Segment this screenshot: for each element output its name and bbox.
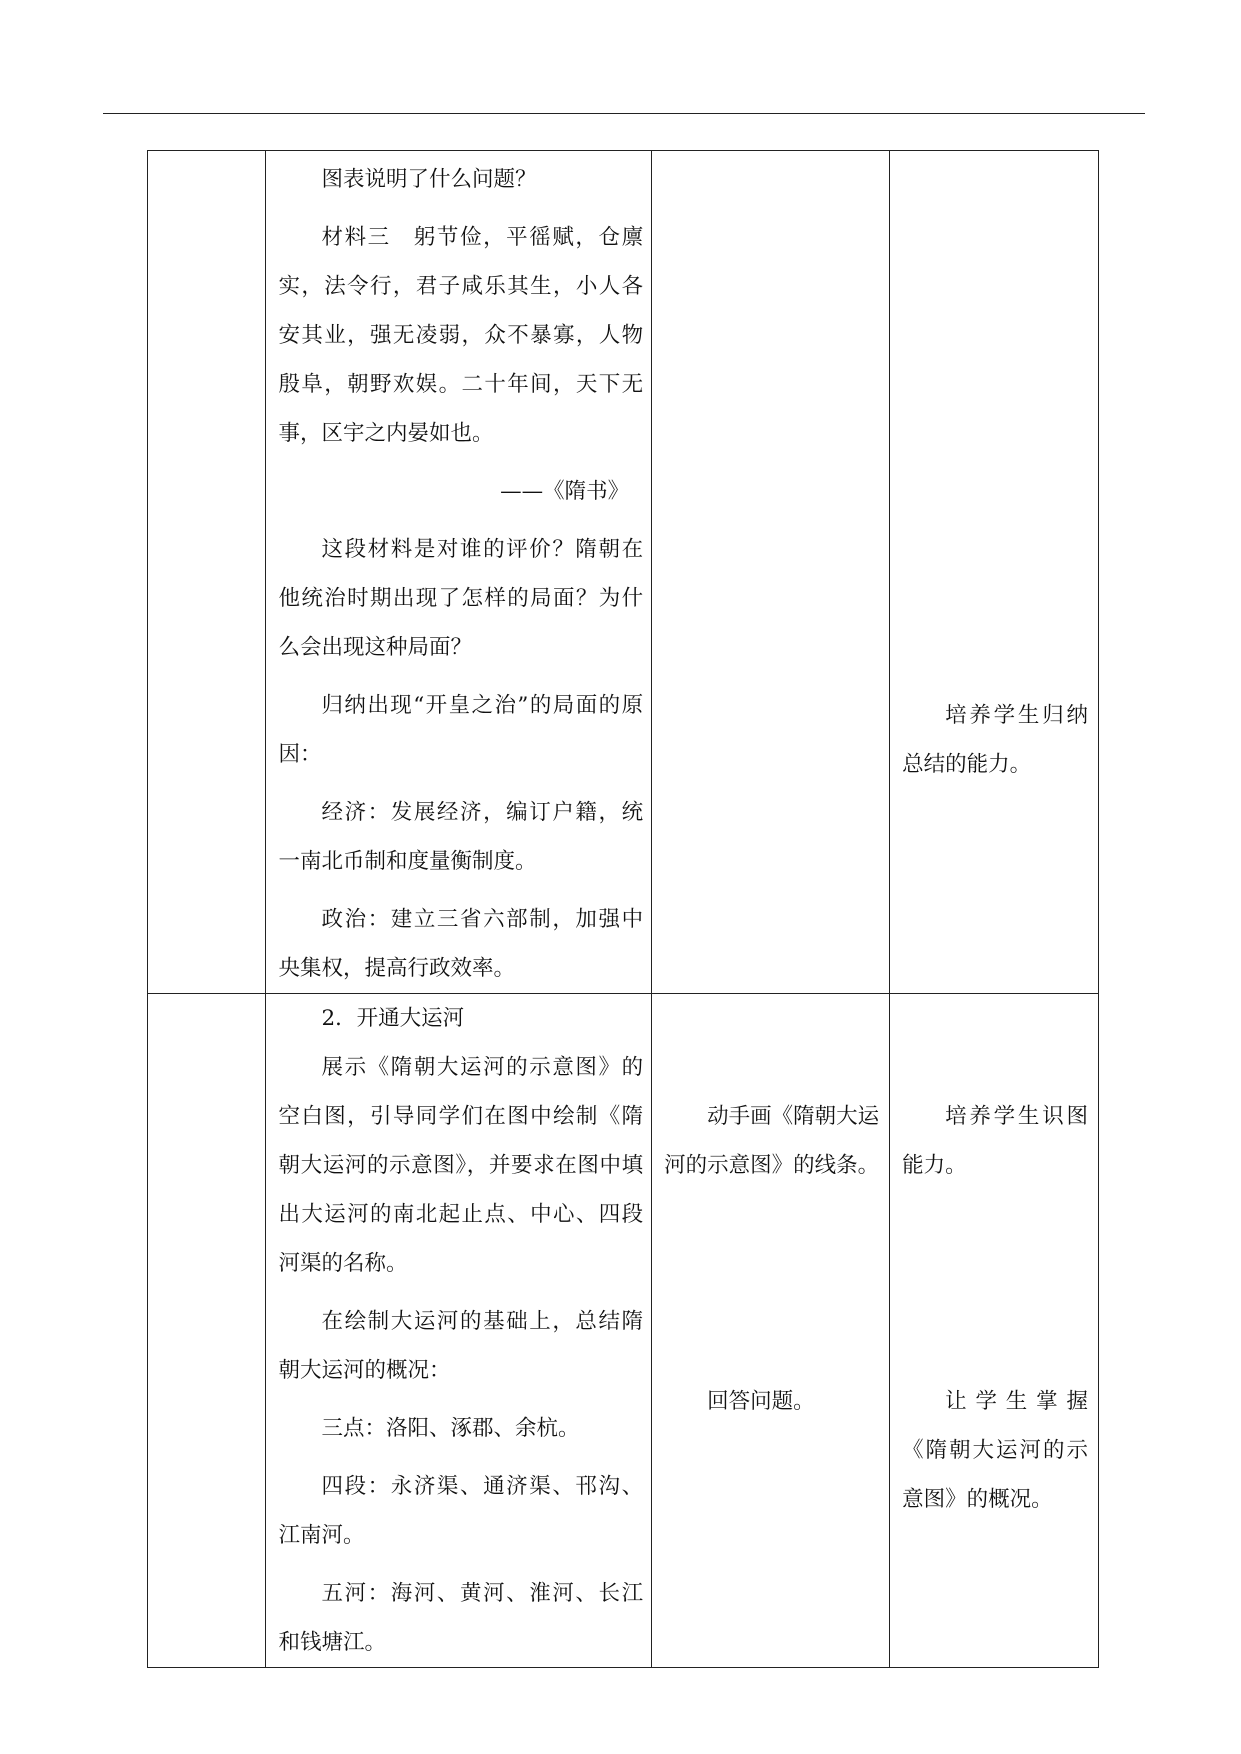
lesson-plan-table xyxy=(147,150,1099,1668)
section-heading: 2．开通大运河 xyxy=(321,1006,465,1031)
economy-point: 经济：发展经济，编订户籍，统一南北币制和度量衡制度。 xyxy=(278,800,644,874)
question-text: 图表说明了什么问题？ xyxy=(321,167,537,192)
stage-cell xyxy=(148,994,266,1668)
politics-point: 政治：建立三省六部制，加强中央集权，提高行政效率。 xyxy=(278,907,644,981)
material-three-text: 材料三 躬节俭，平徭赋，仓廪实，法令行，君子咸乐其生，小人各安其业，强无凌弱，众不暴寡，人物殷阜，朝野欢娱。二十年间，天下无事，区宇之内晏如也。 xyxy=(278,225,644,446)
student-activity-answer: 回答问题。 xyxy=(707,1389,815,1414)
four-sections: 四段：永济渠、通济渠、邗沟、江南河。 xyxy=(278,1474,644,1548)
display-instruction: 展示《隋朝大运河的示意图》的空白图，引导同学们在图中绘制《隋朝大运河的示意图》，并要求在图中填出大运河的南北起止点、中心、四段河渠的名称。 xyxy=(278,1055,644,1276)
table-row xyxy=(148,994,1099,1668)
five-rivers: 五河：海河、黄河、淮河、长江和钱塘江。 xyxy=(278,1581,644,1655)
summarize-instruction: 在绘制大运河的基础上，总结隋朝大运河的概况： xyxy=(278,1309,644,1383)
student-activity-cell xyxy=(652,151,890,994)
evaluation-question: 这段材料是对谁的评价？隋朝在他统治时期出现了怎样的局面？为什么会出现这种局面？ xyxy=(278,537,644,660)
stage-cell xyxy=(148,151,266,994)
table-row xyxy=(148,151,1099,994)
student-activity-cell xyxy=(652,994,890,1668)
design-purpose-cell xyxy=(890,994,1099,1668)
purpose-map-reading: 培养学生识图能力。 xyxy=(902,1104,1088,1178)
purpose-text: 培养学生归纳总结的能力。 xyxy=(902,703,1088,777)
header-rule xyxy=(103,113,1145,114)
teaching-content-cell xyxy=(266,151,652,994)
three-points: 三点：洛阳、涿郡、余杭。 xyxy=(321,1416,580,1441)
purpose-master-canal: 让学生掌握《隋朝大运河的示意图》的概况。 xyxy=(902,1389,1088,1512)
student-activity-draw: 动手画《隋朝大运河的示意图》的线条。 xyxy=(664,1104,880,1178)
teaching-content-cell xyxy=(266,994,652,1668)
design-purpose-cell xyxy=(890,151,1099,994)
source-citation: ——《隋书》 xyxy=(500,479,630,504)
summary-intro: 归纳出现“开皇之治”的局面的原因： xyxy=(278,693,644,767)
